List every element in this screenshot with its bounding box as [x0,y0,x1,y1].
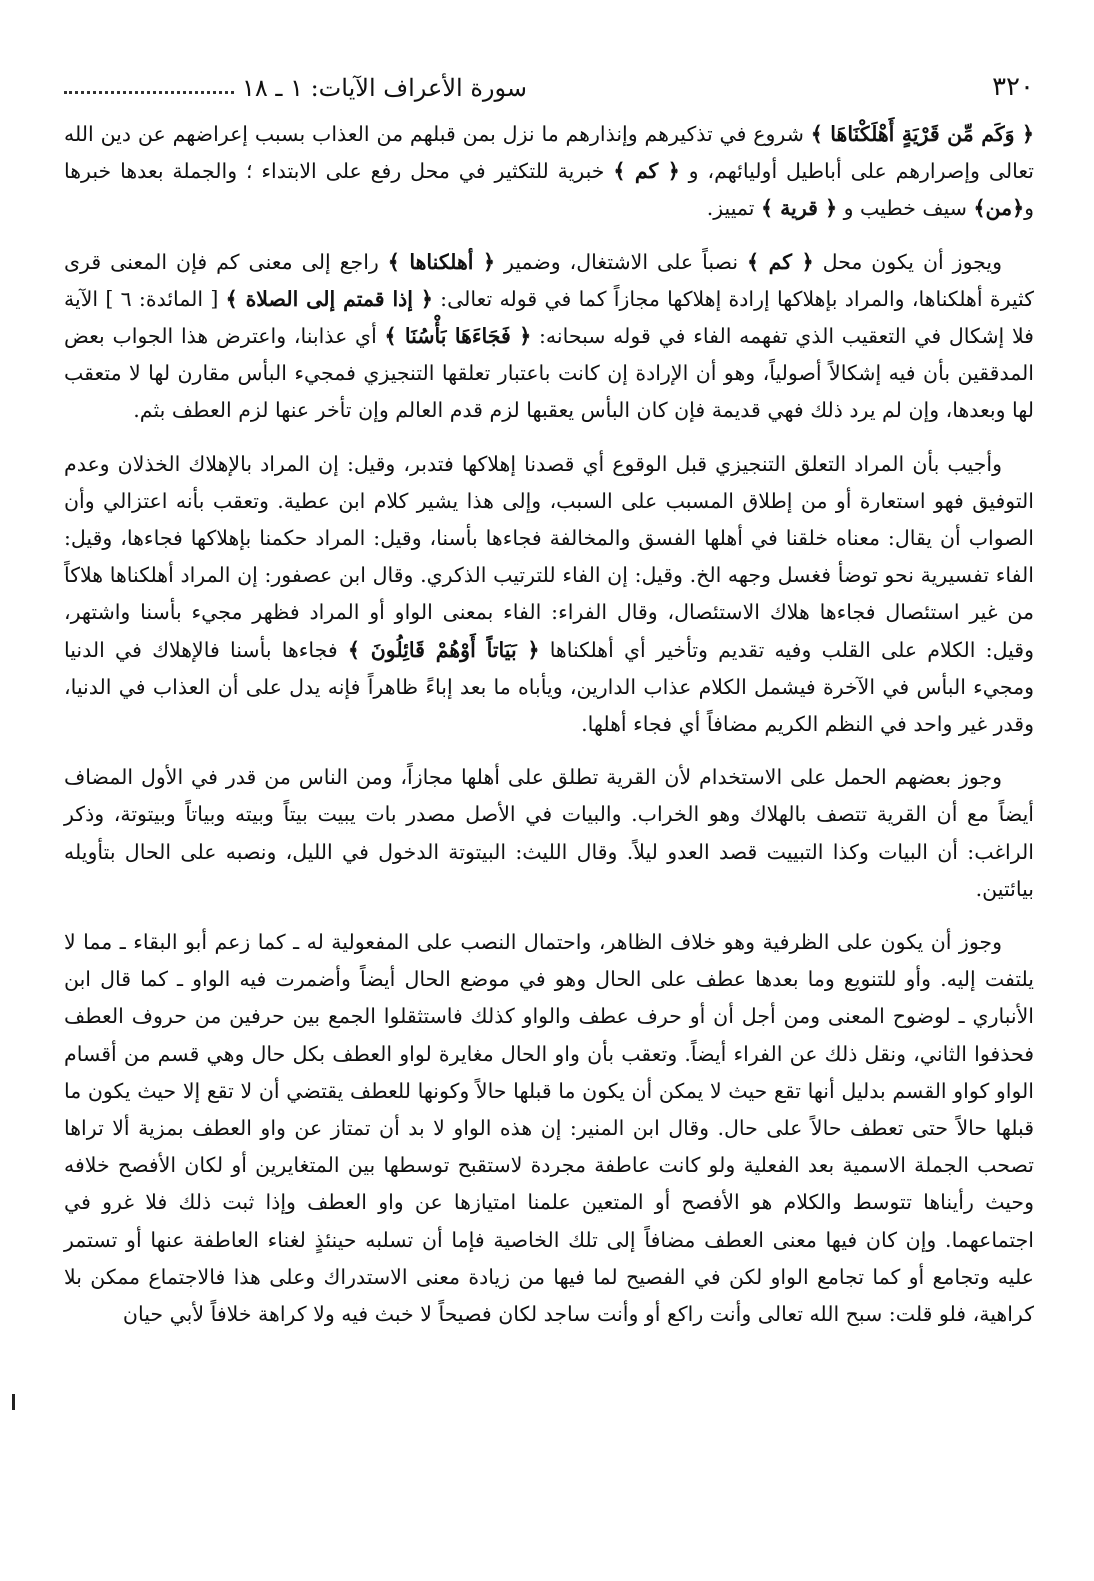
quran-quote: ﴿ فَجَاءَهَا بَأْسُنَا ﴾ [384,324,532,349]
paragraph [64,116,1034,228]
text-run: راجع إلى معنى كم فإن المعنى قرى كثيرة أهلكناها، والمراد بإهلاكها إرادة إهلاكها مجازاً كما في قوله تعالى: [64,249,1035,311]
text-run: نصباً على الاشتغال، وضمير [495,249,748,274]
commentary-text [64,116,1034,1333]
running-title [64,74,527,102]
quran-quote: ﴿ كم ﴾ [747,249,814,274]
paragraph [64,924,1034,1333]
paragraph [64,759,1034,908]
text-run: خبرية للتكثير في محل رفع على الابتداء ؛ والجملة بعدها خبرها و [64,159,1034,221]
text-run: ويجوز أن يكون محل [813,249,1002,274]
quran-quote: ﴿ كم ﴾ [613,159,680,184]
text-run: وأجيب بأن المراد التعلق التنجيزي قبل الوقوع أي قصدنا إهلاكها فتدبر، وقيل: إن المراد بالإهلاك الخذلان وعدم التوفيق فهو استعارة أو من إطلاق المسبب على السبب، وإلى هذا يشير كلام ابن عطية. وتعقب بأنه اعتزالي وأن الصواب أن يقال: معناه خلقنا في أهلها الفسق والمخالفة فجاءها بأسنا، وقيل: المراد حكمنا بإهلاكها فجاءها، وقيل: الفاء تفسيرية نحو توضأ فغسل وجهه الخ. وقيل: إن الفاء للترتيب الذكري. وقال ابن عصفور: إن المراد أهلكناها هلاكاً من غير استئصال فجاءها هلاك الاستئصال، وقال الفراء: الفاء بمعنى الواو أو المراد فظهر مجيء بأسنا واشتهر، وقيل: الكلام على القلب وفيه تقديم وتأخير أي أهلكناها [64,451,1034,662]
text-run: فجاءها بأسنا فالإهلاك في الدنيا ومجيء البأس في الآخرة فيشمل الكلام عذاب الدارين، ويأباه ما بعد إباءً ظاهراً فإنه يدل على أن العذاب في الدنيا، وقدر غير واحد في النظم الكريم مضافاً أي فجاء أهلها. [64,637,1034,737]
text-run: وجوز بعضهم الحمل على الاستخدام لأن القرية تطلق على أهلها مجازاً، ومن الناس من قدر في الأول المضاف أيضاً مع أن القرية تتصف بالهلاك وهو الخراب. والبيات في الأصل مصدر بات يبيت بيتاً وبيته وبياتاً وبيتوتة، وذكر الراغب: أن البيات وكذا التبييت قصد العدو ليلاً. وقال الليث: البيتوتة الدخول في الليل، ونصبه على الحال بتأويله بيائتين. [64,765,1034,901]
quran-quote: ﴿ وَكَم مِّن قَرْيَةٍ أَهْلَكْنَاهَا ﴾ [810,122,1034,146]
header-dotted-leader [64,91,234,94]
margin-mark [12,1394,15,1410]
text-run: أي عذابنا، واعترض هذا الجواب بعض المدققين بأن فيه إشكالاً أصولياً، وهو أن الإرادة إن كانت باعتبار تعلقها التنجيزي فمجيء البأس مقارن لها لا متعقب لها وبعدها، وإن لم يرد ذلك فهي قديمة فإن كان البأس يعقبها لزم قدم العالم وإن تأخر عنها لزم العطف بثم. [64,324,1034,423]
text-run: سيف خطيب و [837,196,974,221]
book-page [64,52,1034,1552]
text-run: [ المائدة: ٦ ] الآية فلا إشكال في التعقيب الذي تفهمه الفاء في قوله سبحانه: [64,286,1034,349]
paragraph [64,446,1034,744]
quran-quote: ﴿ بَيَاتاً أَوْهُمْ قَائِلُونَ ﴾ [347,637,540,662]
quran-quote: ﴿ إذا قمتم إلى الصلاة ﴾ [225,286,433,311]
paragraph [64,244,1034,430]
text-run: وجوز أن يكون على الظرفية وهو خلاف الظاهر، واحتمال النصب على المفعولية له ـ كما زعم أبو البقاء ـ مما لا يلتفت إليه. وأو للتنويع وما بعدها عطف على الحال وهو في موضع الحال أيضاً وأضمرت فيه الواو ـ كما قال ابن الأنباري ـ لوضوح المعنى ومن أجل أن أو حرف عطف والواو كذلك فاستثقلوا الجمع بين حرفين من حروف العطف فحذفوا الثاني، ونقل ذلك عن الفراء أيضاً. وتعقب بأن واو الحال مغايرة لواو العطف بكل حال وهي قسم من أقسام الواو كواو القسم بدليل أنها تقع حيث لا يمكن أن يكون ما قبلها حالاً وكونها للعطف يقتضي أن لا تقع إلا حيث يكون ما قبلها حالاً حتى تعطف حالاً على حال. وقال ابن المنير: إن هذه الواو لا بد أن تمتاز عن واو العطف بمزية ألا تراها تصحب الجملة الاسمية بعد الفعلية ولو كانت عاطفة مجردة لاستقبح توسطها بين المتغايرين أو لكان الأفصح خلافه وحيث رأيناها تتوسط والكلام هو الأفصح أو المتعين علمنا امتيازها عن واو العطف وإذا ثبت ذلك فلا غرو في اجتماعهما. وإن كان فيها معنى العطف مضافاً إلى تلك الخاصية فإما أن تسلبه حينئذٍ لغناء العاطفة عنها أو تستمر عليه وتجامع أو كما تجامع الواو لكن في الفصيح لما فيها من زيادة معنى الاستدراك وعلى هذا فالاجتماع ممكن بلا كراهية، فلو قلت: سبح الله تعالى وأنت راكع أو وأنت ساجد لكان فصيحاً لا خبث فيه ولا كراهة خلافاً لأبي حيان [64,930,1034,1327]
page-number: ٣٢٠ [992,72,1034,102]
quran-quote: ﴿ قرية ﴾ [761,196,838,221]
page-header [64,52,1034,102]
text-run: تمييز. [706,196,762,221]
surah-title: سورة الأعراف الآيات: ١ ـ ١٨ [242,74,528,102]
quran-quote: ﴿ أهلكناها ﴾ [387,249,496,274]
text-run: شروع في تذكيرهم وإنذارهم ما نزل بمن قبلهم من العذاب بسبب إعراضهم عن دين الله تعالى وإصرارهم على أباطيل أوليائهم، و [64,122,1034,184]
quran-quote: ﴿من﴾ [973,196,1025,221]
